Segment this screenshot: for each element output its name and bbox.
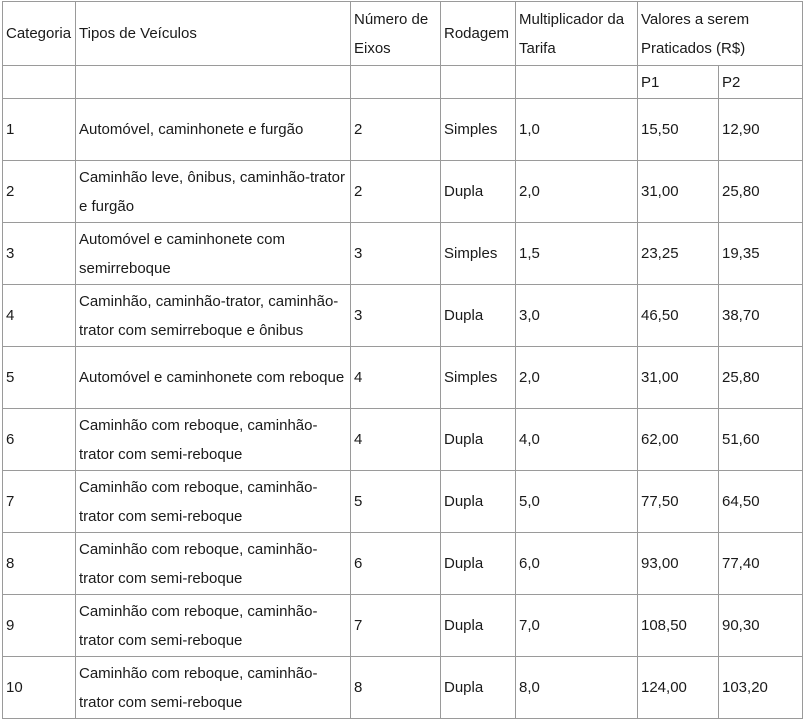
- cell-categoria: 8: [3, 533, 76, 595]
- cell-eixos: 4: [351, 409, 441, 471]
- subheader-empty: [441, 66, 516, 99]
- header-valores: Valores a serem Praticados (R$): [638, 2, 803, 66]
- header-eixos: Número de Eixos: [351, 2, 441, 66]
- cell-tipo: Automóvel e caminhonete com reboque: [76, 347, 351, 409]
- cell-p1: 31,00: [638, 347, 719, 409]
- cell-rodagem: Simples: [441, 99, 516, 161]
- cell-tipo: Automóvel e caminhonete com semirreboque: [76, 223, 351, 285]
- cell-p1: 23,25: [638, 223, 719, 285]
- cell-tipo: Caminhão com reboque, caminhão-trator com semi-reboque: [76, 409, 351, 471]
- cell-rodagem: Dupla: [441, 161, 516, 223]
- cell-categoria: 6: [3, 409, 76, 471]
- cell-tipo: Automóvel, caminhonete e furgão: [76, 99, 351, 161]
- toll-rates-table: [2, 1, 803, 719]
- table-row: [3, 285, 803, 347]
- cell-categoria: 2: [3, 161, 76, 223]
- cell-p2: 103,20: [719, 657, 803, 719]
- cell-p2: 25,80: [719, 161, 803, 223]
- cell-tipo: Caminhão com reboque, caminhão-trator com semi-reboque: [76, 657, 351, 719]
- subheader-empty: [3, 66, 76, 99]
- cell-rodagem: Simples: [441, 223, 516, 285]
- cell-multiplicador: 2,0: [516, 347, 638, 409]
- header-p1: P1: [638, 66, 719, 99]
- subheader-empty: [351, 66, 441, 99]
- cell-categoria: 3: [3, 223, 76, 285]
- cell-multiplicador: 1,5: [516, 223, 638, 285]
- cell-eixos: 3: [351, 223, 441, 285]
- table-row: [3, 533, 803, 595]
- cell-p2: 90,30: [719, 595, 803, 657]
- cell-multiplicador: 5,0: [516, 471, 638, 533]
- cell-rodagem: Dupla: [441, 471, 516, 533]
- header-p2: P2: [719, 66, 803, 99]
- table-row: [3, 657, 803, 719]
- table-row: [3, 595, 803, 657]
- cell-eixos: 2: [351, 99, 441, 161]
- cell-p1: 62,00: [638, 409, 719, 471]
- header-multiplicador: Multiplicador da Tarifa: [516, 2, 638, 66]
- table-row: [3, 347, 803, 409]
- cell-rodagem: Dupla: [441, 657, 516, 719]
- cell-eixos: 3: [351, 285, 441, 347]
- cell-categoria: 10: [3, 657, 76, 719]
- cell-tipo: Caminhão com reboque, caminhão-trator com semi-reboque: [76, 471, 351, 533]
- table-row: [3, 471, 803, 533]
- cell-categoria: 5: [3, 347, 76, 409]
- cell-tipo: Caminhão leve, ônibus, caminhão-trator e furgão: [76, 161, 351, 223]
- cell-eixos: 6: [351, 533, 441, 595]
- cell-p1: 108,50: [638, 595, 719, 657]
- cell-tipo: Caminhão com reboque, caminhão-trator com semi-reboque: [76, 533, 351, 595]
- cell-multiplicador: 8,0: [516, 657, 638, 719]
- table-row: [3, 409, 803, 471]
- cell-rodagem: Simples: [441, 347, 516, 409]
- cell-p1: 15,50: [638, 99, 719, 161]
- header-categoria: Categoria: [3, 2, 76, 66]
- cell-rodagem: Dupla: [441, 595, 516, 657]
- header-row: [3, 2, 803, 66]
- cell-eixos: 4: [351, 347, 441, 409]
- cell-rodagem: Dupla: [441, 409, 516, 471]
- cell-multiplicador: 3,0: [516, 285, 638, 347]
- cell-p2: 51,60: [719, 409, 803, 471]
- subheader-empty: [516, 66, 638, 99]
- subheader-empty: [76, 66, 351, 99]
- subheader-row: [3, 66, 803, 99]
- cell-p2: 12,90: [719, 99, 803, 161]
- cell-p2: 38,70: [719, 285, 803, 347]
- cell-categoria: 9: [3, 595, 76, 657]
- cell-eixos: 8: [351, 657, 441, 719]
- cell-multiplicador: 6,0: [516, 533, 638, 595]
- cell-p1: 77,50: [638, 471, 719, 533]
- cell-multiplicador: 4,0: [516, 409, 638, 471]
- cell-eixos: 5: [351, 471, 441, 533]
- header-tipos: Tipos de Veículos: [76, 2, 351, 66]
- cell-p2: 77,40: [719, 533, 803, 595]
- cell-categoria: 4: [3, 285, 76, 347]
- cell-multiplicador: 1,0: [516, 99, 638, 161]
- table-row: [3, 161, 803, 223]
- cell-rodagem: Dupla: [441, 285, 516, 347]
- cell-p1: 124,00: [638, 657, 719, 719]
- cell-categoria: 7: [3, 471, 76, 533]
- cell-multiplicador: 7,0: [516, 595, 638, 657]
- cell-p1: 31,00: [638, 161, 719, 223]
- cell-categoria: 1: [3, 99, 76, 161]
- cell-p2: 25,80: [719, 347, 803, 409]
- table-row: [3, 223, 803, 285]
- cell-tipo: Caminhão com reboque, caminhão-trator com semi-reboque: [76, 595, 351, 657]
- cell-eixos: 7: [351, 595, 441, 657]
- table-row: [3, 99, 803, 161]
- cell-p2: 19,35: [719, 223, 803, 285]
- header-rodagem: Rodagem: [441, 2, 516, 66]
- cell-multiplicador: 2,0: [516, 161, 638, 223]
- cell-p2: 64,50: [719, 471, 803, 533]
- cell-tipo: Caminhão, caminhão-trator, caminhão-trator com semirreboque e ônibus: [76, 285, 351, 347]
- cell-p1: 93,00: [638, 533, 719, 595]
- cell-p1: 46,50: [638, 285, 719, 347]
- cell-eixos: 2: [351, 161, 441, 223]
- cell-rodagem: Dupla: [441, 533, 516, 595]
